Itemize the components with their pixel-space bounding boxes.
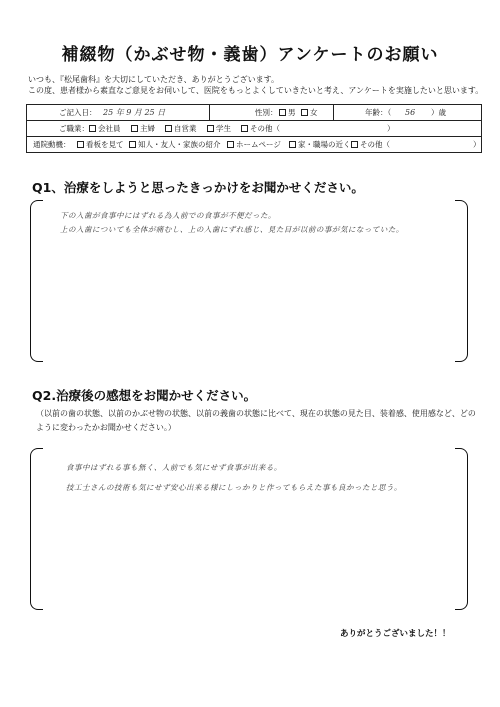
info-row-date bbox=[27, 105, 481, 121]
q1-bracket-left bbox=[30, 200, 43, 362]
date-value[interactable]: 25 年 9 月 25 日 bbox=[103, 108, 166, 117]
occupation-option[interactable]: 自営業 bbox=[165, 121, 197, 136]
occupation-option[interactable]: その他（ bbox=[241, 121, 280, 136]
q2-bracket-right bbox=[455, 448, 468, 610]
q2-answer-line[interactable]: 食事中はずれる事も無く、人前でも気にせず食事が出来る。 bbox=[66, 463, 282, 472]
q2-answer-line[interactable]: 技工士さんの技術も気にせず安心出来る様にしっかりと作ってもらえた事も良かったと思う。 bbox=[66, 483, 402, 492]
visit-option[interactable]: ホームページ bbox=[227, 137, 281, 152]
q1-answer-line[interactable]: 上の入歯についても全体が痛むし、上の入歯にずれ感じ、見た目が以前の事が気になっていた。 bbox=[60, 225, 404, 234]
q1-bracket-right bbox=[455, 200, 468, 362]
info-table bbox=[26, 104, 482, 153]
gender-female-option[interactable]: 女 bbox=[301, 105, 318, 120]
checkbox-icon bbox=[301, 109, 308, 116]
occupation-option[interactable]: 主婦 bbox=[131, 121, 155, 136]
age-value[interactable]: 56 bbox=[405, 108, 416, 117]
visit-option[interactable]: 看板を見て bbox=[77, 137, 124, 152]
occupation-close: ） bbox=[387, 124, 395, 133]
q2-bracket-left bbox=[30, 448, 43, 610]
intro-line-2: この度、患者様から素直なご意見をお伺いして、医院をもっとよくしていきたいと考え、アンケートを実施したいと思います。 bbox=[28, 86, 484, 95]
visit-option[interactable]: 家・職場の近く bbox=[289, 137, 351, 152]
checkbox-icon bbox=[77, 141, 84, 148]
info-row-occupation bbox=[27, 121, 481, 137]
visit-option[interactable]: その他（ bbox=[351, 137, 390, 152]
info-row-visit bbox=[27, 137, 481, 152]
date-label: ご記入日： bbox=[59, 108, 97, 117]
intro-line-1: いつも、『松尾歯科』を大切にしていただき、ありがとうございます。 bbox=[28, 75, 280, 84]
q2-subtext: （以前の歯の状態、以前のかぶせ物の状態、以前の義歯の状態に比べて、現在の状態の見た目、装着感、使用感など、どのように変わったかお聞かせください。） bbox=[36, 409, 476, 432]
visit-option[interactable]: 知人・友人・家族の紹介 bbox=[129, 137, 221, 152]
occupation-option[interactable]: 学生 bbox=[207, 121, 231, 136]
checkbox-icon bbox=[129, 141, 136, 148]
checkbox-icon bbox=[351, 141, 358, 148]
checkbox-icon bbox=[131, 125, 138, 132]
gender-male-option[interactable]: 男 bbox=[279, 105, 296, 120]
page-title: 補綴物（かぶせ物・義歯）アンケートのお願い bbox=[61, 45, 439, 65]
q1-heading: Q1、治療をしようと思ったきっかけをお聞かせください。 bbox=[32, 180, 364, 195]
age-label: 年齢：（ bbox=[365, 108, 392, 117]
occupation-label: ご職業： bbox=[59, 124, 89, 133]
visit-close: ） bbox=[473, 140, 481, 149]
checkbox-icon bbox=[89, 125, 96, 132]
age-suffix: ）歳 bbox=[431, 108, 446, 117]
checkbox-icon bbox=[165, 125, 172, 132]
visit-label: 通院動機： bbox=[33, 140, 71, 149]
checkbox-icon bbox=[227, 141, 234, 148]
q1-answer-line[interactable]: 下の入歯が食事中にはずれる為人前での食事が不便だった。 bbox=[60, 211, 276, 220]
occupation-option[interactable]: 会社員 bbox=[89, 121, 121, 136]
checkbox-icon bbox=[241, 125, 248, 132]
checkbox-icon bbox=[279, 109, 286, 116]
checkbox-icon bbox=[289, 141, 296, 148]
q2-heading: Q2.治療後の感想をお聞かせください。 bbox=[32, 388, 257, 403]
gender-label: 性別： bbox=[255, 108, 278, 117]
checkbox-icon bbox=[207, 125, 214, 132]
thanks-text: ありがとうございました！！ bbox=[340, 629, 451, 639]
